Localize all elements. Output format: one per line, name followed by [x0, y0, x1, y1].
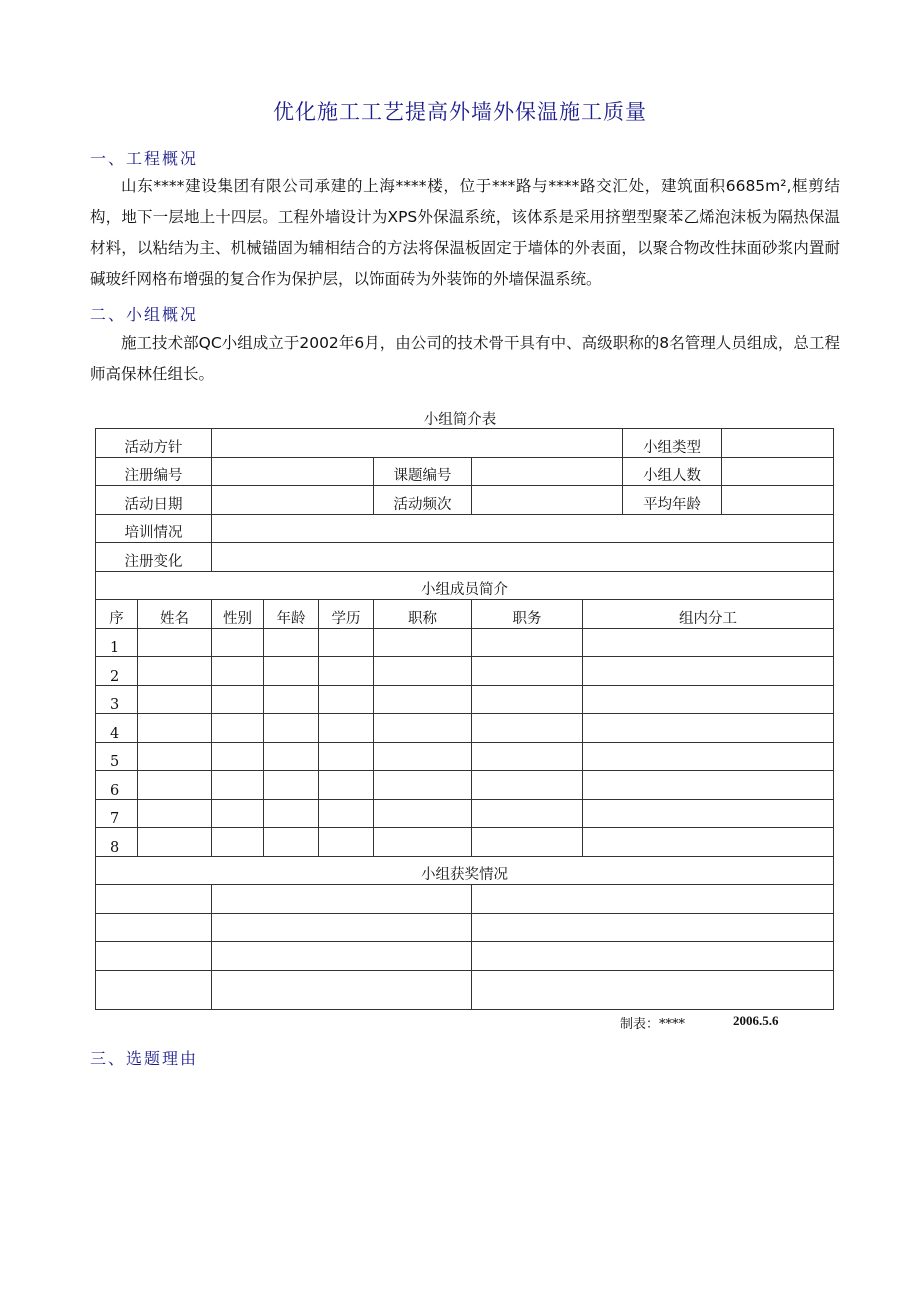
member-cell[interactable] — [212, 714, 264, 743]
member-cell[interactable] — [374, 628, 472, 657]
award-cell[interactable] — [96, 970, 212, 1009]
member-cell[interactable] — [319, 742, 374, 771]
col-education: 学历 — [319, 600, 374, 629]
member-cell[interactable] — [212, 657, 264, 686]
member-cell[interactable] — [138, 742, 212, 771]
awards-header: 小组获奖情况 — [96, 856, 834, 885]
member-role-cell[interactable] — [583, 742, 834, 771]
award-cell[interactable] — [96, 942, 212, 971]
member-cell[interactable] — [138, 799, 212, 828]
member-cell[interactable] — [319, 685, 374, 714]
award-cell[interactable] — [472, 942, 834, 971]
member-cell[interactable] — [138, 828, 212, 857]
date-cell[interactable] — [212, 486, 374, 515]
member-cell[interactable] — [212, 771, 264, 800]
member-cell[interactable] — [374, 828, 472, 857]
section-heading-overview: 一、工程概况 — [90, 149, 199, 168]
member-cell[interactable] — [264, 657, 319, 686]
member-cell[interactable] — [319, 828, 374, 857]
members-column-header — [96, 600, 834, 629]
label-size: 小组人数 — [623, 457, 722, 486]
project-overview-paragraph: 山东****建设集团有限公司承建的上海****楼，位于***路与****路交汇处，建筑面积6685m²,框剪结构，地下一层地上十四层。工程外墙设计为XPS外保温系统，该体系是采用挤塑型聚苯乙烯泡沫板为隔热保温材料，以粘结为主、机械锚固为辅相结合的方法将保温板固定于墙体的外表面，以聚合物改性抹面砂浆内置耐碱玻纤网格布增强的复合作为保护层，以饰面砖为外装饰的外墙保温系统。 — [90, 177, 840, 288]
member-seq: 3 — [96, 685, 138, 714]
label-reg-no: 注册编号 — [96, 457, 212, 486]
member-cell[interactable] — [264, 685, 319, 714]
size-cell[interactable] — [722, 457, 834, 486]
member-cell[interactable] — [319, 657, 374, 686]
member-row — [96, 799, 834, 828]
member-seq: 6 — [96, 771, 138, 800]
award-cell[interactable] — [472, 913, 834, 942]
table-maker: 制表：**** — [620, 1017, 686, 1032]
member-seq: 1 — [96, 628, 138, 657]
member-role-cell[interactable] — [583, 685, 834, 714]
member-role-cell[interactable] — [583, 714, 834, 743]
member-cell[interactable] — [138, 657, 212, 686]
reg-change-cell[interactable] — [212, 543, 834, 572]
member-cell[interactable] — [374, 714, 472, 743]
member-row — [96, 657, 834, 686]
member-cell[interactable] — [472, 685, 583, 714]
member-cell[interactable] — [264, 828, 319, 857]
award-cell[interactable] — [96, 885, 212, 914]
member-row — [96, 685, 834, 714]
document-title: 优化施工工艺提高外墙外保温施工质量 — [273, 100, 647, 124]
member-row — [96, 771, 834, 800]
award-row — [96, 885, 834, 914]
member-seq: 4 — [96, 714, 138, 743]
member-seq: 2 — [96, 657, 138, 686]
members-header: 小组成员简介 — [96, 571, 834, 600]
award-cell[interactable] — [212, 970, 472, 1009]
label-freq: 活动频次 — [374, 486, 472, 515]
member-seq: 8 — [96, 828, 138, 857]
label-training: 培训情况 — [96, 514, 212, 543]
member-cell[interactable] — [374, 657, 472, 686]
award-cell[interactable] — [212, 885, 472, 914]
member-cell[interactable] — [264, 714, 319, 743]
member-row — [96, 628, 834, 657]
member-cell[interactable] — [374, 685, 472, 714]
member-role-cell[interactable] — [583, 657, 834, 686]
table-caption: 小组简介表 — [423, 412, 497, 428]
label-reg-change: 注册变化 — [96, 543, 212, 572]
col-title: 职称 — [374, 600, 472, 629]
member-role-cell[interactable] — [583, 771, 834, 800]
member-row — [96, 714, 834, 743]
table-date: 2006.5.6 — [733, 1013, 779, 1028]
award-row — [96, 942, 834, 971]
member-cell[interactable] — [472, 714, 583, 743]
member-cell[interactable] — [212, 628, 264, 657]
award-cell[interactable] — [96, 913, 212, 942]
member-cell[interactable] — [212, 742, 264, 771]
member-cell[interactable] — [138, 771, 212, 800]
label-policy: 活动方针 — [96, 429, 212, 458]
member-role-cell[interactable] — [583, 828, 834, 857]
member-cell[interactable] — [374, 799, 472, 828]
policy-cell[interactable] — [212, 429, 623, 458]
member-cell[interactable] — [138, 714, 212, 743]
member-cell[interactable] — [212, 828, 264, 857]
award-row — [96, 913, 834, 942]
award-cell[interactable] — [212, 942, 472, 971]
col-role: 组内分工 — [583, 600, 834, 629]
member-cell[interactable] — [472, 742, 583, 771]
member-cell[interactable] — [472, 828, 583, 857]
member-cell[interactable] — [264, 771, 319, 800]
label-type: 小组类型 — [623, 429, 722, 458]
member-cell[interactable] — [472, 628, 583, 657]
label-topic-no: 课题编号 — [374, 457, 472, 486]
award-cell[interactable] — [472, 970, 834, 1009]
member-cell[interactable] — [264, 628, 319, 657]
member-cell[interactable] — [212, 799, 264, 828]
award-cell[interactable] — [472, 885, 834, 914]
member-cell[interactable] — [319, 771, 374, 800]
section-heading-group: 二、小组概况 — [90, 305, 199, 324]
member-cell[interactable] — [138, 685, 212, 714]
member-cell[interactable] — [472, 799, 583, 828]
training-cell[interactable] — [212, 514, 834, 543]
member-cell[interactable] — [212, 685, 264, 714]
member-seq: 5 — [96, 742, 138, 771]
col-position: 职务 — [472, 600, 583, 629]
member-role-cell[interactable] — [583, 799, 834, 828]
group-profile-table — [95, 428, 834, 1010]
member-role-cell[interactable] — [583, 628, 834, 657]
col-name: 姓名 — [138, 600, 212, 629]
member-cell[interactable] — [319, 799, 374, 828]
award-row — [96, 970, 834, 1009]
group-overview-paragraph: 施工技术部QC小组成立于2002年6月，由公司的技术骨干具有中、高级职称的8名管理人员组成，总工程师高保林任组长。 — [90, 334, 840, 383]
col-age: 年龄 — [264, 600, 319, 629]
type-cell[interactable] — [722, 429, 834, 458]
avg-age-cell[interactable] — [722, 486, 834, 515]
member-cell[interactable] — [472, 657, 583, 686]
member-cell[interactable] — [138, 628, 212, 657]
reg-no-cell[interactable] — [212, 457, 374, 486]
col-seq: 序 — [96, 600, 138, 629]
member-cell[interactable] — [472, 771, 583, 800]
member-seq: 7 — [96, 799, 138, 828]
topic-no-cell[interactable] — [472, 457, 623, 486]
member-row — [96, 828, 834, 857]
member-cell[interactable] — [264, 742, 319, 771]
label-date: 活动日期 — [96, 486, 212, 515]
section-heading-topic-reason: 三、选题理由 — [90, 1049, 199, 1068]
label-avg-age: 平均年龄 — [623, 486, 722, 515]
award-cell[interactable] — [212, 913, 472, 942]
member-cell[interactable] — [319, 628, 374, 657]
member-cell[interactable] — [374, 742, 472, 771]
member-cell[interactable] — [264, 799, 319, 828]
member-row — [96, 742, 834, 771]
col-gender: 性别 — [212, 600, 264, 629]
member-cell[interactable] — [374, 771, 472, 800]
freq-cell[interactable] — [472, 486, 623, 515]
member-cell[interactable] — [319, 714, 374, 743]
